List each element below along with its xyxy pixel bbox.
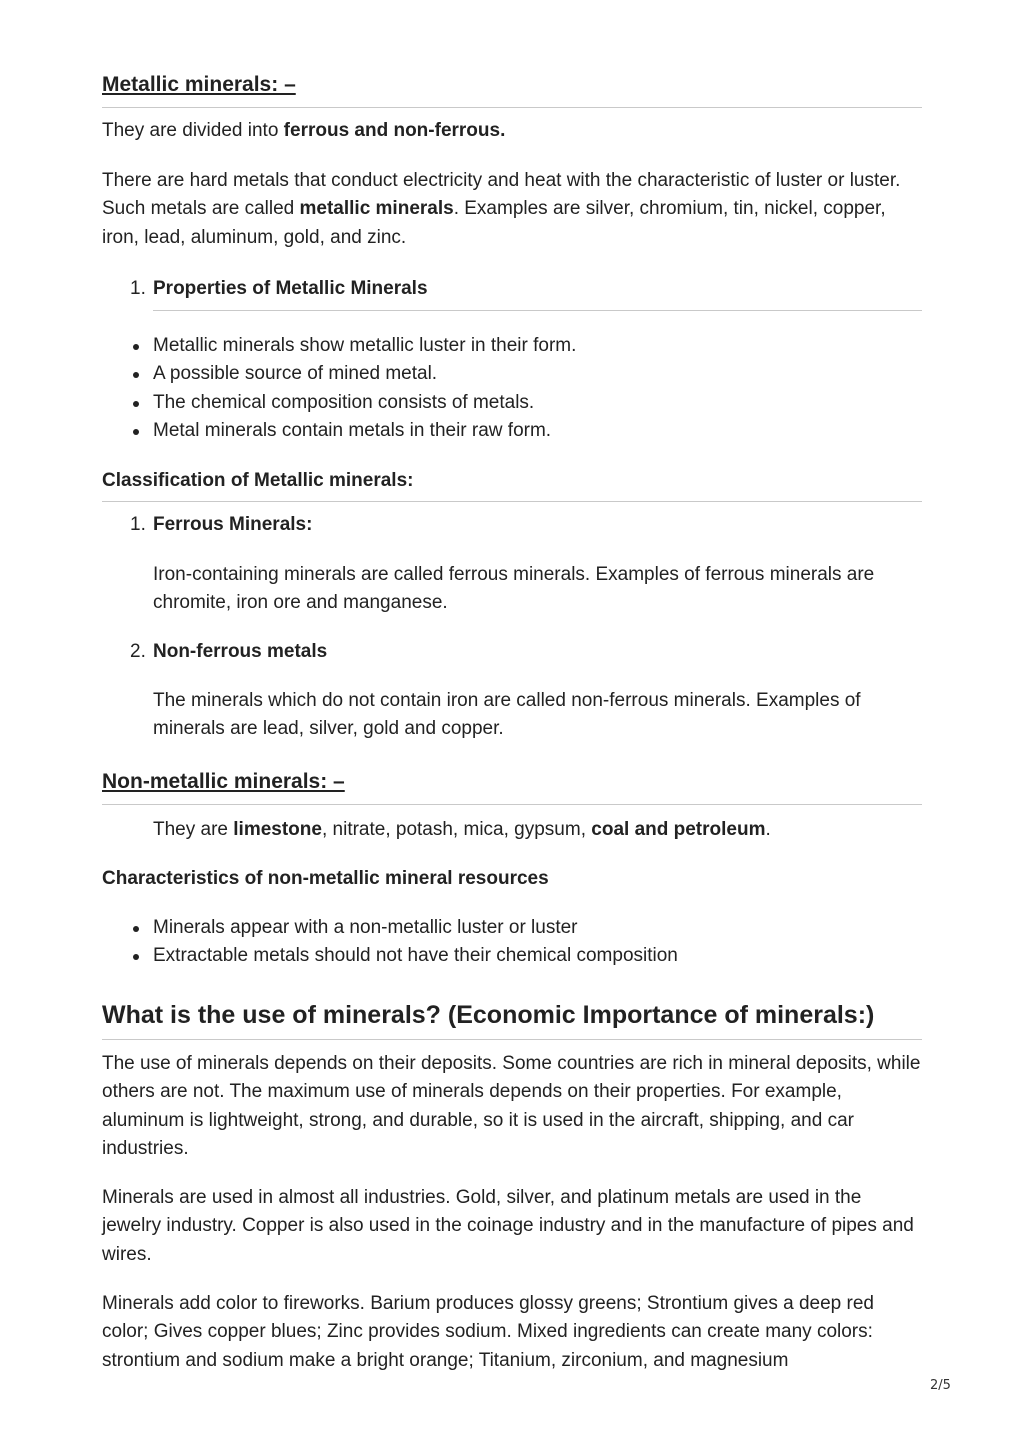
ferrous-heading: Ferrous Minerals: (153, 514, 313, 535)
list-item: Metallic minerals show metallic luster in their form. (102, 332, 922, 360)
uses-paragraph-1: The use of minerals depends on their deposits. Some countries are rich in mineral deposits, while others are not. The maximum use of minerals depends on their properties. For example, aluminum is lightweight, strong, and durable, so it is used in the aircraft, shipping, and car industries. (102, 1053, 921, 1159)
list-item: A possible source of mined metal. (102, 360, 922, 388)
characteristics-list (102, 914, 922, 971)
nonferrous-number: 2. (130, 641, 146, 662)
metallic-description: There are hard metals that conduct electricity and heat with the characteristic of luster or luster. Such metals are called metallic minerals. Examples are silver, chromium, tin, nickel, copper, iron, lead, aluminum, gold, and zinc. (102, 170, 901, 248)
ferrous-description: Iron-containing minerals are called ferrous minerals. Examples of ferrous minerals are chromite, iron ore and manganese. (153, 564, 875, 614)
nonferrous-description: The minerals which do not contain iron are called non-ferrous minerals. Examples of minerals are lead, silver, gold and copper. (153, 690, 861, 740)
list-item: The chemical composition consists of metals. (102, 389, 922, 417)
metallic-intro: They are divided into ferrous and non-ferrous. (102, 120, 506, 141)
uses-paragraph-3: Minerals add color to fireworks. Barium produces glossy greens; Strontium gives a deep red color; Gives copper blues; Zinc provides sodium. Mixed ingredients can create many colors: strontium and sodium make a bright orange; Titanium, zirconium, and magnesium (102, 1293, 874, 1371)
properties-heading: Properties of Metallic Minerals (153, 277, 922, 311)
page-number: 2/5 (930, 1378, 951, 1393)
nonmetallic-minerals-heading: Non-metallic minerals: – (102, 769, 922, 805)
ferrous-number: 1. (130, 514, 146, 535)
list-item: Metal minerals contain metals in their raw form. (102, 417, 922, 445)
list-item: Extractable metals should not have their chemical composition (102, 942, 922, 970)
nonferrous-heading: Non-ferrous metals (153, 641, 328, 662)
characteristics-heading: Characteristics of non-metallic mineral resources (102, 868, 549, 889)
classification-heading: Classification of Metallic minerals: (102, 469, 922, 502)
properties-number: 1. (130, 278, 146, 299)
properties-list (102, 332, 922, 445)
metallic-minerals-heading: Metallic minerals: – (102, 72, 922, 108)
list-item: Minerals appear with a non-metallic luster or luster (102, 914, 922, 942)
uses-paragraph-2: Minerals are used in almost all industries. Gold, silver, and platinum metals are used in the jewelry industry. Copper is also used in the coinage industry and in the manufacture of pipes and wires. (102, 1187, 914, 1265)
uses-heading: What is the use of minerals? (Economic Importance of minerals:) (102, 999, 922, 1040)
nonmetallic-examples: They are limestone, nitrate, potash, mica, gypsum, coal and petroleum. (153, 819, 771, 840)
